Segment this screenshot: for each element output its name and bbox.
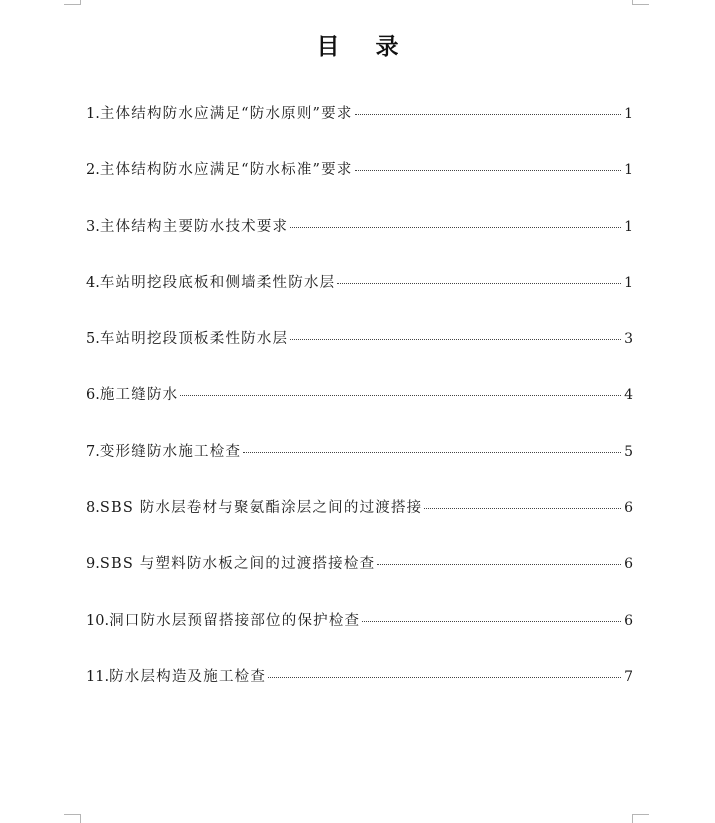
toc-entry-title: 施工缝防水: [99, 387, 179, 404]
crop-mark-top-right: [632, 0, 649, 5]
toc-entry-number: 4.: [86, 274, 100, 291]
toc-entry-8[interactable]: [86, 492, 633, 548]
page-title: 目 录: [316, 34, 413, 60]
toc-dot-leader: [180, 395, 621, 396]
table-of-contents: [86, 98, 633, 717]
toc-entry-number: 8.: [86, 500, 100, 517]
toc-entry-number: 6.: [86, 387, 100, 404]
toc-dot-leader: [355, 170, 621, 171]
toc-entry-7[interactable]: [86, 436, 633, 492]
toc-entry-number: 7.: [86, 443, 100, 460]
toc-entry-page: 1: [624, 106, 633, 122]
toc-entry-page: 1: [624, 274, 633, 291]
toc-entry-title: 主体结构主要防水技术要求: [99, 218, 289, 235]
toc-entry-page: 3: [624, 331, 633, 348]
toc-entry-5[interactable]: [86, 323, 633, 379]
toc-entry-title: 主体结构防水应满足“防水标准”要求: [99, 162, 353, 179]
toc-entry-4[interactable]: [86, 267, 633, 323]
crop-mark-bottom-left: [64, 814, 81, 823]
toc-dot-leader: [268, 677, 621, 678]
toc-dot-leader: [243, 452, 621, 453]
toc-entry-page: 4: [624, 387, 633, 404]
toc-dot-leader: [290, 339, 621, 340]
toc-entry-page: 5: [624, 443, 633, 460]
toc-entry-page: 1: [624, 218, 633, 235]
toc-entry-title: 防水层构造及施工检查: [109, 668, 267, 685]
toc-dot-leader: [337, 283, 621, 284]
toc-entry-2[interactable]: [86, 154, 633, 210]
toc-entry-title: SBS 防水层卷材与聚氨酯涂层之间的过渡搭接: [99, 500, 423, 517]
toc-entry-6[interactable]: [86, 379, 633, 435]
toc-entry-page: 6: [624, 612, 633, 629]
toc-entry-title: 主体结构防水应满足“防水原则”要求: [99, 106, 353, 122]
toc-entry-1[interactable]: [86, 98, 633, 154]
toc-entry-page: 6: [624, 556, 633, 573]
toc-entry-number: 10.: [86, 612, 110, 629]
toc-entry-number: 11.: [86, 668, 110, 685]
toc-entry-number: 2.: [86, 162, 100, 179]
toc-entry-number: 3.: [86, 218, 100, 235]
toc-dot-leader: [424, 508, 621, 509]
toc-entry-page: 1: [624, 162, 633, 179]
toc-entry-9[interactable]: [86, 548, 633, 604]
toc-entry-number: 9.: [86, 556, 100, 573]
toc-entry-title: SBS 与塑料防水板之间的过渡搭接检查: [99, 556, 376, 573]
toc-entry-title: 车站明挖段顶板柔性防水层: [99, 331, 289, 348]
toc-dot-leader: [377, 564, 621, 565]
toc-entry-number: 1.: [86, 106, 100, 122]
toc-entry-title: 车站明挖段底板和侧墙柔性防水层: [99, 274, 336, 291]
toc-entry-10[interactable]: [86, 605, 633, 661]
toc-dot-leader: [362, 621, 621, 622]
toc-entry-number: 5.: [86, 331, 100, 348]
toc-entry-3[interactable]: [86, 211, 633, 267]
toc-entry-title: 变形缝防水施工检查: [99, 443, 242, 460]
toc-dot-leader: [290, 227, 621, 228]
crop-mark-top-left: [64, 0, 81, 5]
toc-entry-11[interactable]: [86, 661, 633, 717]
toc-entry-page: 7: [624, 668, 633, 685]
toc-entry-title: 洞口防水层预留搭接部位的保护检查: [109, 612, 361, 629]
toc-dot-leader: [355, 114, 621, 115]
crop-mark-bottom-right: [632, 814, 649, 823]
toc-entry-page: 6: [624, 500, 633, 517]
